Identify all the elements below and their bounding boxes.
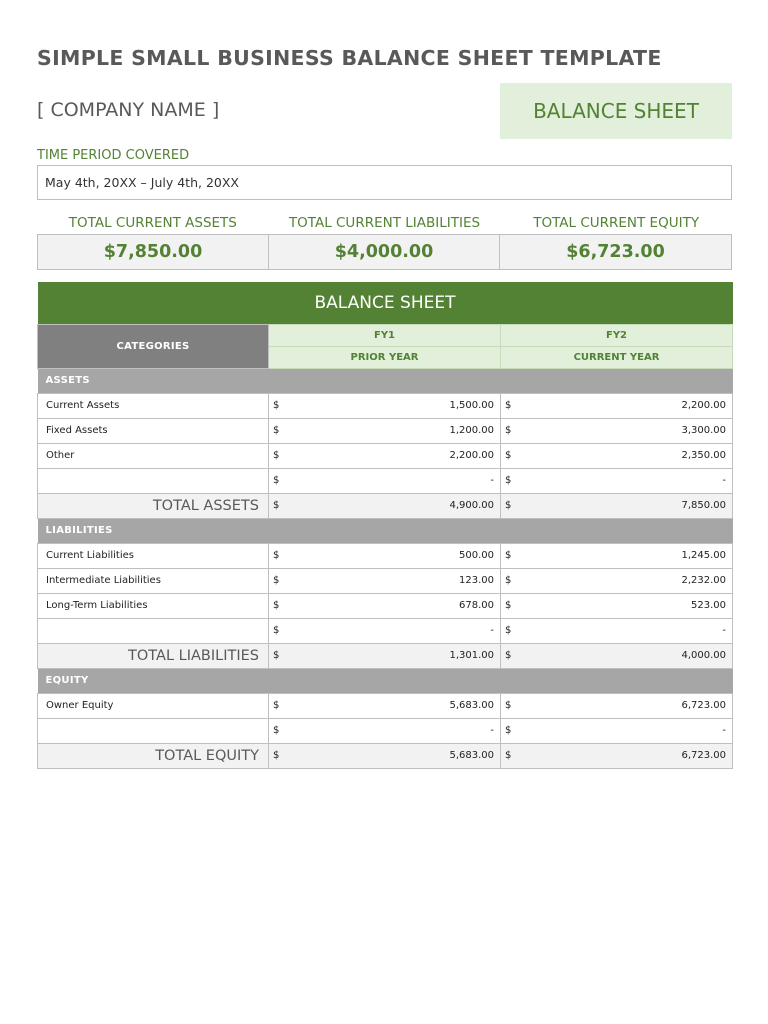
amount: 123.00 (459, 575, 494, 586)
currency-symbol: $ (273, 625, 280, 636)
total-current-liabilities-value: $4,000.00 (269, 235, 500, 269)
currency-symbol: $ (273, 650, 280, 661)
amount: 500.00 (459, 550, 494, 561)
currency-symbol: $ (505, 650, 512, 661)
prior-year-cell[interactable] (269, 468, 501, 493)
currency-symbol: $ (505, 725, 512, 736)
current-year-total-cell[interactable] (501, 493, 733, 518)
table-row (38, 618, 733, 643)
prior-year-total-cell[interactable] (269, 643, 501, 668)
prior-year-cell[interactable] (269, 618, 501, 643)
amount: - (490, 625, 494, 636)
currency-symbol: $ (273, 500, 280, 511)
time-period-field[interactable]: May 4th, 20XX – July 4th, 20XX (37, 165, 732, 200)
currency-symbol: $ (505, 625, 512, 636)
page-title: SIMPLE SMALL BUSINESS BALANCE SHEET TEMPLATE (37, 46, 662, 70)
prior-year-header: PRIOR YEAR (269, 346, 501, 368)
equity-total-label: TOTAL EQUITY (38, 743, 269, 768)
current-year-cell[interactable] (501, 468, 733, 493)
amount: 1,301.00 (449, 650, 494, 661)
assets-row-label[interactable]: Other (38, 443, 269, 468)
liabilities-section-heading: LIABILITIES (38, 518, 733, 543)
currency-symbol: $ (273, 725, 280, 736)
prior-year-cell[interactable] (269, 593, 501, 618)
amount: - (722, 475, 727, 486)
assets-row-label[interactable]: Current Assets (38, 393, 269, 418)
totals-summary (37, 215, 732, 270)
assets-row-label[interactable]: Fixed Assets (38, 418, 269, 443)
assets-total-row (38, 493, 733, 518)
currency-symbol: $ (273, 400, 280, 411)
currency-symbol: $ (505, 500, 512, 511)
equity-row-label[interactable]: Owner Equity (38, 693, 269, 718)
company-name[interactable]: [ COMPANY NAME ] (37, 99, 220, 121)
table-row (38, 543, 733, 568)
prior-year-total-cell[interactable] (269, 743, 501, 768)
currency-symbol: $ (273, 450, 280, 461)
current-year-cell[interactable] (501, 543, 733, 568)
table-row (38, 568, 733, 593)
current-year-cell[interactable] (501, 693, 733, 718)
current-year-cell[interactable] (501, 718, 733, 743)
equity-total-row (38, 743, 733, 768)
currency-symbol: $ (273, 425, 280, 436)
current-year-cell[interactable] (501, 393, 733, 418)
sheet-title: BALANCE SHEET (38, 282, 733, 324)
amount: 2,350.00 (681, 450, 727, 461)
amount: 4,900.00 (449, 500, 494, 511)
current-year-cell[interactable] (501, 618, 733, 643)
assets-total-label: TOTAL ASSETS (38, 493, 269, 518)
currency-symbol: $ (505, 475, 512, 486)
amount: 2,200.00 (449, 450, 494, 461)
assets-section-heading: ASSETS (38, 368, 733, 393)
current-year-cell[interactable] (501, 418, 733, 443)
time-period-label: TIME PERIOD COVERED (37, 148, 190, 163)
total-current-assets-value: $7,850.00 (38, 235, 269, 269)
currency-symbol: $ (505, 750, 512, 761)
total-current-assets-label: TOTAL CURRENT ASSETS (68, 215, 237, 231)
table-row (38, 393, 733, 418)
current-year-header: CURRENT YEAR (501, 346, 733, 368)
fy2-header: FY2 (501, 324, 733, 346)
amount: 1,245.00 (681, 550, 727, 561)
amount: 7,850.00 (681, 500, 727, 511)
liabilities-row-label[interactable] (38, 618, 269, 643)
currency-symbol: $ (505, 550, 512, 561)
amount: 6,723.00 (681, 700, 727, 711)
amount: - (722, 725, 727, 736)
prior-year-cell[interactable] (269, 543, 501, 568)
balance-sheet-badge: BALANCE SHEET (500, 83, 732, 139)
current-year-cell[interactable] (501, 593, 733, 618)
current-year-cell[interactable] (501, 568, 733, 593)
liabilities-row-label[interactable]: Current Liabilities (38, 543, 269, 568)
currency-symbol: $ (273, 475, 280, 486)
amount: 523.00 (691, 600, 727, 611)
assets-row-label[interactable] (38, 468, 269, 493)
currency-symbol: $ (273, 600, 280, 611)
amount: 5,683.00 (449, 750, 494, 761)
currency-symbol: $ (273, 575, 280, 586)
currency-symbol: $ (273, 700, 280, 711)
prior-year-cell[interactable] (269, 568, 501, 593)
amount: 2,232.00 (681, 575, 727, 586)
prior-year-cell[interactable] (269, 393, 501, 418)
prior-year-cell[interactable] (269, 718, 501, 743)
table-row (38, 418, 733, 443)
currency-symbol: $ (273, 750, 280, 761)
amount: 1,500.00 (449, 400, 494, 411)
amount: - (490, 475, 494, 486)
liabilities-row-label[interactable]: Intermediate Liabilities (38, 568, 269, 593)
amount: 2,200.00 (681, 400, 727, 411)
equity-section-heading: EQUITY (38, 668, 733, 693)
amount: 6,723.00 (681, 750, 727, 761)
amount: 1,200.00 (449, 425, 494, 436)
prior-year-cell[interactable] (269, 443, 501, 468)
current-year-cell[interactable] (501, 443, 733, 468)
prior-year-cell[interactable] (269, 693, 501, 718)
amount: 678.00 (459, 600, 494, 611)
fy1-header: FY1 (269, 324, 501, 346)
amount: 3,300.00 (681, 425, 727, 436)
total-current-liabilities-label: TOTAL CURRENT LIABILITIES (288, 215, 481, 231)
currency-symbol: $ (505, 600, 512, 611)
total-current-equity-label: TOTAL CURRENT EQUITY (533, 215, 700, 231)
amount: 5,683.00 (449, 700, 494, 711)
currency-symbol: $ (273, 550, 280, 561)
current-year-total-cell[interactable] (501, 643, 733, 668)
table-row (38, 718, 733, 743)
prior-year-cell[interactable] (269, 418, 501, 443)
prior-year-total-cell[interactable] (269, 493, 501, 518)
liabilities-total-row (38, 643, 733, 668)
table-row (38, 693, 733, 718)
table-row (38, 593, 733, 618)
amount: - (490, 725, 494, 736)
currency-symbol: $ (505, 425, 512, 436)
currency-symbol: $ (505, 575, 512, 586)
currency-symbol: $ (505, 450, 512, 461)
equity-row-label[interactable] (38, 718, 269, 743)
current-year-total-cell[interactable] (501, 743, 733, 768)
liabilities-total-label: TOTAL LIABILITIES (38, 643, 269, 668)
liabilities-row-label[interactable]: Long-Term Liabilities (38, 593, 269, 618)
currency-symbol: $ (505, 400, 512, 411)
table-row (38, 443, 733, 468)
total-current-equity-value: $6,723.00 (566, 242, 665, 262)
amount: - (722, 625, 727, 636)
currency-symbol: $ (505, 700, 512, 711)
amount: 4,000.00 (681, 650, 727, 661)
balance-sheet-table (37, 282, 733, 769)
categories-header: CATEGORIES (38, 324, 269, 368)
table-row (38, 468, 733, 493)
